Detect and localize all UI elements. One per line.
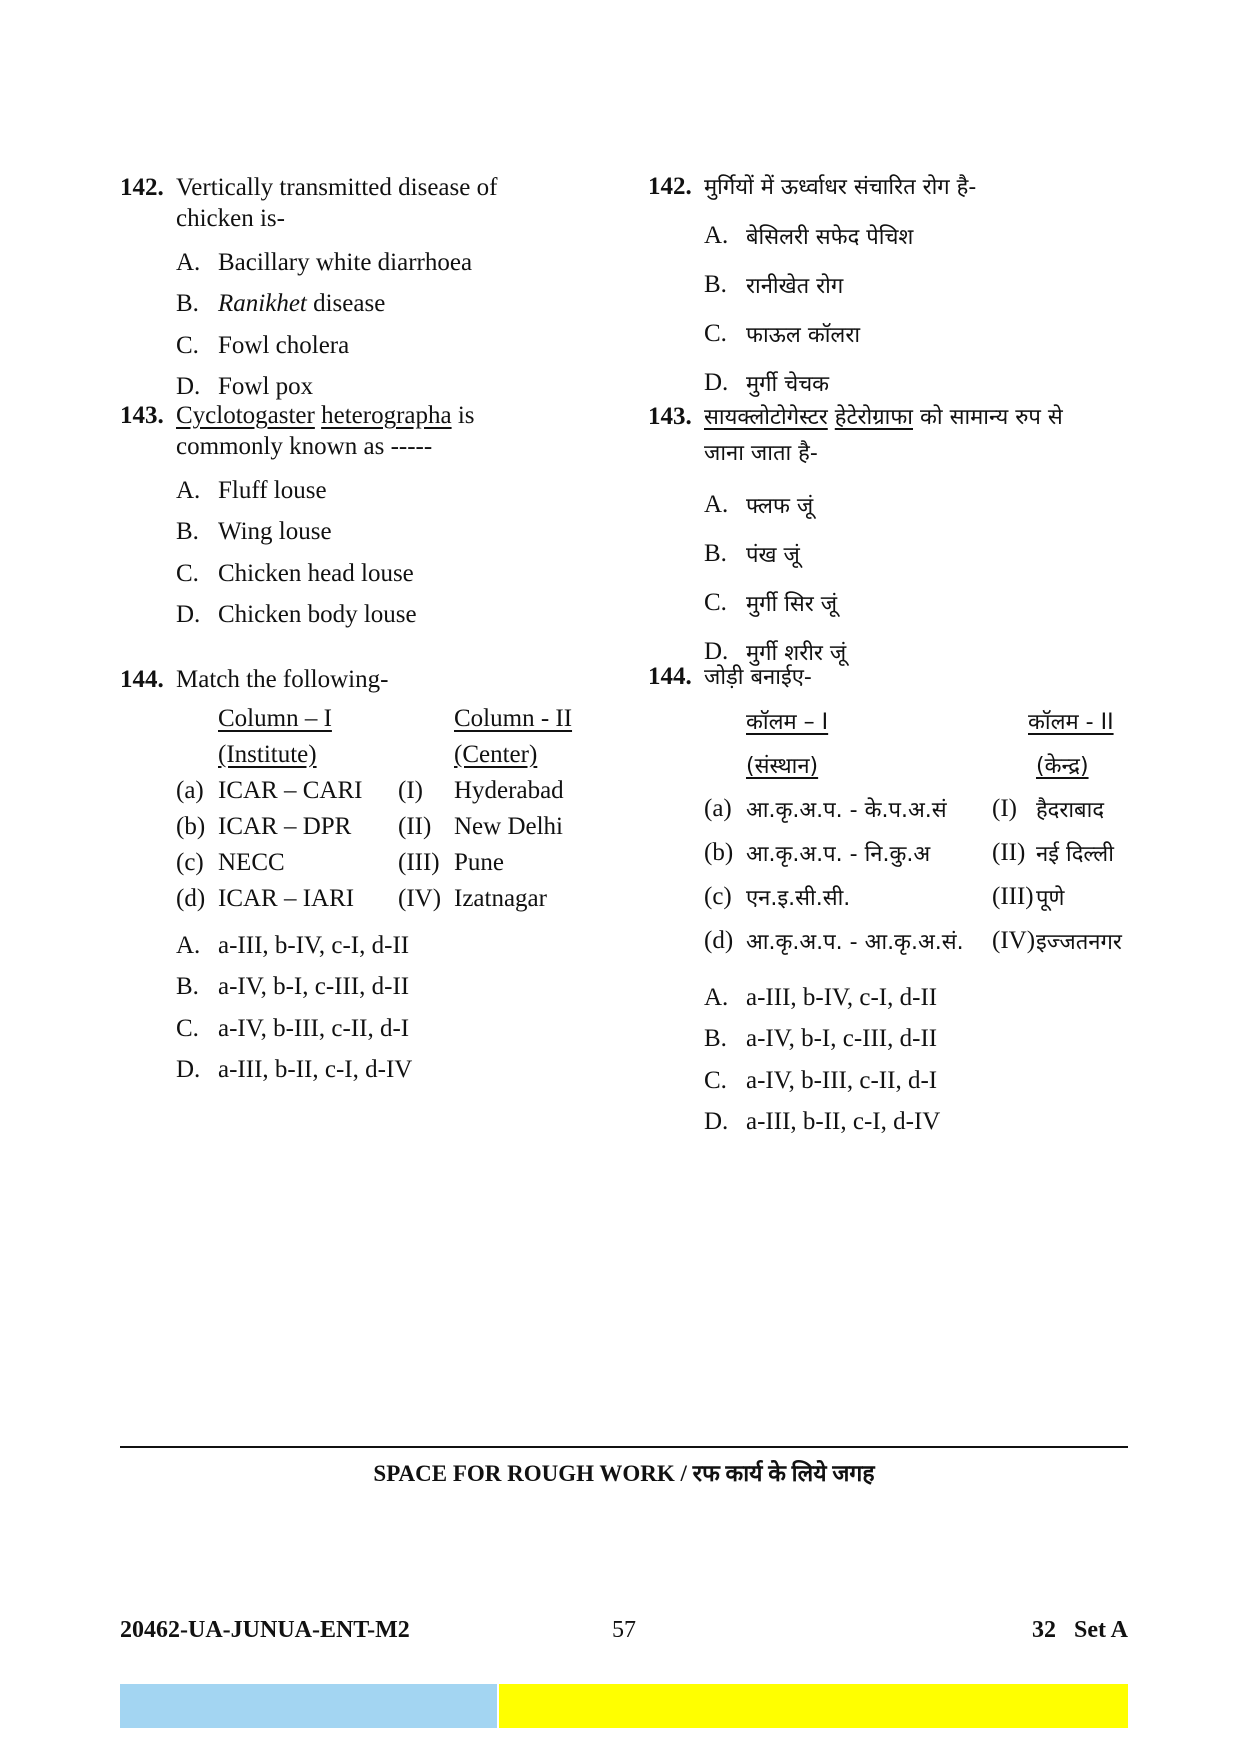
option-letter: A. — [704, 983, 729, 1011]
option-letter: B. — [704, 270, 727, 298]
match-row — [176, 809, 620, 845]
paper-code: 20462-UA-JUNUA-ENT-M2 — [120, 1617, 410, 1643]
option-b — [176, 967, 620, 1009]
option-text: मुर्गी सिर जूं — [746, 591, 838, 617]
option-text: Bacillary white diarrhoea — [218, 248, 473, 276]
question-number: 144. — [120, 666, 164, 693]
option-c — [176, 553, 620, 595]
rough-work-label: SPACE FOR ROUGH WORK / रफ कार्य के लिये जगह — [373, 1461, 875, 1486]
question-text — [176, 172, 497, 234]
column-2-heading: Column - II — [454, 705, 573, 732]
option-a — [704, 480, 1148, 529]
options-list — [176, 925, 620, 1091]
question-number: 142. — [648, 173, 692, 200]
question-number: 143. — [120, 402, 164, 429]
question-number: 143. — [648, 403, 692, 430]
option-letter: B. — [176, 973, 199, 1001]
column-2-subheading: (केन्द्र) — [1036, 754, 1089, 779]
question-142-en — [120, 172, 620, 408]
option-letter: D. — [176, 373, 201, 401]
row-left-label: (d) — [176, 885, 206, 912]
color-bar-blue — [120, 1684, 497, 1728]
option-letter: A. — [176, 931, 201, 959]
column-2-subheading: (Center) — [454, 741, 538, 768]
option-text-italic: Ranikhet — [218, 290, 307, 318]
option-a — [704, 211, 1148, 260]
option-a — [176, 242, 620, 284]
match-table — [176, 701, 620, 917]
option-text: पंख जूं — [746, 542, 800, 568]
option-a — [176, 470, 620, 512]
options-list — [176, 242, 620, 408]
row-left-text: ICAR – CARI — [218, 777, 363, 804]
question-text — [704, 400, 1063, 472]
option-c — [176, 1008, 620, 1050]
option-letter: D. — [704, 368, 729, 396]
row-right-text: पूणे — [1036, 886, 1065, 911]
option-letter: C. — [176, 331, 199, 359]
row-right-label: (IV) — [398, 885, 442, 912]
option-letter: A. — [704, 221, 729, 249]
question-number: 142. — [120, 174, 164, 201]
question-text: Match the following- — [176, 666, 389, 693]
question-text: जोड़ी बनाईए- — [704, 665, 812, 690]
row-left-text: आ.कृ.अ.प. - के.प.अ.सं — [746, 798, 947, 823]
option-letter: C. — [176, 1014, 199, 1042]
question-number: 144. — [648, 663, 692, 690]
match-row — [704, 831, 1148, 875]
row-left-label: (c) — [176, 849, 204, 876]
underlined-term: heterographa — [321, 402, 452, 429]
option-letter: A. — [176, 476, 201, 504]
row-right-text: Hyderabad — [454, 777, 564, 804]
option-letter: D. — [176, 1056, 201, 1084]
options-list — [704, 211, 1148, 407]
question-144-en — [120, 664, 620, 1091]
row-right-text: हैदराबाद — [1036, 798, 1105, 823]
row-right-label: (IV) — [992, 927, 1036, 954]
column-1-heading: कॉलम – I — [746, 710, 829, 735]
column-2-heading: कॉलम - II — [1028, 710, 1114, 735]
options-list — [704, 977, 1148, 1143]
row-right-label: (II) — [992, 839, 1026, 866]
option-text: रानीखेत रोग — [746, 273, 844, 299]
question-text-rest: is — [451, 402, 475, 429]
row-left-text: आ.कृ.अ.प. - नि.कु.अ — [746, 842, 931, 867]
match-row — [704, 787, 1148, 831]
question-text-line — [176, 400, 475, 431]
option-letter: D. — [704, 1108, 729, 1136]
match-row — [704, 875, 1148, 919]
row-left-text: ICAR – DPR — [218, 813, 352, 840]
option-b — [704, 1019, 1148, 1061]
options-list — [704, 480, 1148, 676]
question-143-en — [120, 400, 620, 636]
option-d — [704, 1102, 1148, 1144]
option-letter: B. — [704, 539, 727, 567]
row-right-label: (III) — [992, 883, 1034, 910]
option-b — [176, 512, 620, 554]
question-142-hi — [648, 172, 1148, 407]
option-text: a-IV, b-III, c-II, d-I — [746, 1066, 938, 1094]
match-table-subheader — [704, 743, 1148, 787]
option-text: Fowl cholera — [218, 331, 350, 359]
underlined-term: Cyclotogaster — [176, 402, 315, 429]
row-left-label: (b) — [704, 839, 734, 866]
option-text: a-IV, b-III, c-II, d-I — [218, 1014, 410, 1042]
footer-divider — [120, 1446, 1128, 1448]
option-text: Chicken head louse — [218, 559, 414, 587]
match-table — [704, 699, 1148, 963]
question-text: मुर्गियों में ऊर्ध्वाधर संचारित रोग है- — [704, 175, 977, 200]
option-letter: C. — [176, 559, 199, 587]
row-left-label: (a) — [704, 795, 732, 822]
option-text: disease — [306, 290, 386, 318]
column-1-subheading: (Institute) — [218, 741, 317, 768]
option-text: फाऊल कॉलरा — [746, 322, 861, 348]
option-c — [704, 309, 1148, 358]
option-c — [704, 578, 1148, 627]
option-letter: C. — [704, 319, 727, 347]
row-left-label: (c) — [704, 883, 732, 910]
column-1-subheading: (संस्थान) — [746, 754, 819, 779]
row-right-text: नई दिल्ली — [1036, 842, 1114, 867]
option-text: मुर्गी शरीर जूं — [746, 640, 847, 666]
row-right-text: इज्जतनगर — [1036, 930, 1122, 955]
question-text-line: जाना जाता है- — [704, 441, 818, 466]
row-right-label: (III) — [398, 849, 440, 876]
row-left-label: (d) — [704, 927, 734, 954]
option-text: फ्लफ जूं — [746, 493, 814, 519]
option-letter: D. — [176, 601, 201, 629]
option-text: a-III, b-IV, c-I, d-II — [746, 983, 938, 1011]
option-text: a-IV, b-I, c-III, d-II — [746, 1025, 938, 1053]
option-text: Fowl pox — [218, 373, 314, 401]
row-left-text: ICAR – IARI — [218, 885, 355, 912]
option-letter: A. — [704, 490, 729, 518]
row-left-text: NECC — [218, 849, 285, 876]
match-table-header — [176, 701, 620, 737]
question-text-line — [704, 400, 1063, 436]
row-right-label: (I) — [398, 777, 423, 804]
option-b — [704, 529, 1148, 578]
options-list — [176, 470, 620, 636]
option-c — [704, 1060, 1148, 1102]
match-row — [176, 845, 620, 881]
match-table-subheader — [176, 737, 620, 773]
row-right-label: (I) — [992, 795, 1017, 822]
option-letter: B. — [176, 518, 199, 546]
option-text: a-III, b-II, c-I, d-IV — [746, 1108, 941, 1136]
option-b — [704, 260, 1148, 309]
question-text-rest: को सामान्य रुप से — [913, 405, 1063, 430]
row-right-label: (II) — [398, 813, 432, 840]
option-letter: B. — [176, 290, 199, 318]
page-number: 57 — [612, 1617, 636, 1643]
set-label: 32 Set A — [1032, 1617, 1128, 1643]
option-text: Wing louse — [218, 518, 332, 546]
option-text: बेसिलरी सफेद पेचिश — [746, 224, 914, 250]
option-d — [176, 595, 620, 637]
option-b — [176, 284, 620, 326]
option-text: a-III, b-II, c-I, d-IV — [218, 1056, 413, 1084]
match-row — [704, 919, 1148, 963]
row-left-text: आ.कृ.अ.प. - आ.कृ.अ.सं. — [746, 930, 964, 955]
row-left-label: (b) — [176, 813, 206, 840]
option-a — [704, 977, 1148, 1019]
option-letter: B. — [704, 1025, 727, 1053]
question-143-hi — [648, 400, 1148, 676]
option-letter: C. — [704, 588, 727, 616]
option-letter: D. — [704, 637, 729, 665]
option-text: मुर्गी चेचक — [746, 371, 830, 397]
row-right-text: Izatnagar — [454, 885, 547, 912]
option-text: a-III, b-IV, c-I, d-II — [218, 931, 410, 959]
option-c — [176, 325, 620, 367]
underlined-term: सायक्लोटोगेस्टर — [704, 405, 828, 430]
match-row — [176, 881, 620, 917]
option-letter: C. — [704, 1066, 727, 1094]
match-table-header — [704, 699, 1148, 743]
option-d — [176, 1050, 620, 1092]
underlined-term: हेटेरोग्राफा — [834, 405, 913, 430]
row-right-text: New Delhi — [454, 813, 563, 840]
question-144-hi — [648, 662, 1148, 1143]
row-left-label: (a) — [176, 777, 204, 804]
question-text-line: chicken is- — [176, 205, 285, 232]
option-a — [176, 925, 620, 967]
match-row — [176, 773, 620, 809]
option-text: Chicken body louse — [218, 601, 417, 629]
column-1-heading: Column – I — [218, 705, 332, 732]
option-letter: A. — [176, 248, 201, 276]
row-left-text: एन.इ.सी.सी. — [746, 886, 851, 911]
color-bar-yellow — [499, 1684, 1128, 1728]
question-text — [176, 400, 475, 462]
question-text-line: Vertically transmitted disease of — [176, 174, 498, 201]
option-text: Fluff louse — [218, 476, 327, 504]
row-right-text: Pune — [454, 849, 504, 876]
question-text-line: commonly known as ----- — [176, 433, 433, 460]
option-text: a-IV, b-I, c-III, d-II — [218, 973, 410, 1001]
